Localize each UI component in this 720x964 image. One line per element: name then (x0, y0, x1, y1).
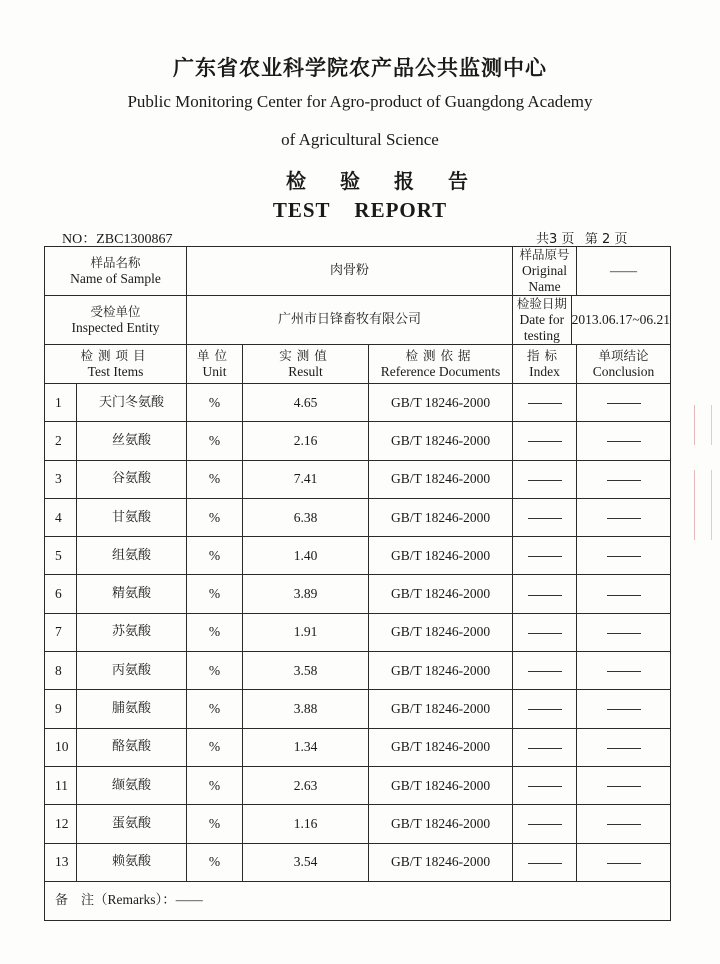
row-result: 1.91 (243, 613, 369, 651)
row-item: 蛋氨酸 (77, 805, 187, 843)
row-number: 13 (45, 843, 77, 881)
row-index (513, 805, 577, 843)
date-value: 2013.06.17~06.21 (571, 312, 671, 327)
remarks-label-cn: 备 注 (55, 893, 95, 909)
page-info (536, 228, 627, 248)
remarks-value: —— (175, 892, 203, 908)
row-item: 赖氨酸 (77, 843, 187, 881)
remarks-row (45, 881, 671, 920)
row-index (513, 422, 577, 460)
date-label: 检验日期 Date for testing (513, 296, 572, 344)
row-number: 2 (45, 422, 77, 460)
table-row (45, 766, 671, 804)
row-conclusion (577, 728, 671, 766)
row-result: 7.41 (243, 460, 369, 498)
table-row (45, 690, 671, 728)
row-conclusion (577, 766, 671, 804)
table-row (45, 575, 671, 613)
report-table (44, 246, 671, 921)
entity-value: 广州市日锋畜牧有限公司 (187, 296, 513, 345)
row-index (513, 652, 577, 690)
row-reference: GB/T 18246-2000 (369, 766, 513, 804)
row-conclusion (577, 384, 671, 422)
col-conclusion: 单项结论 Conclusion (577, 345, 671, 384)
row-index (513, 460, 577, 498)
table-row (45, 498, 671, 536)
sample-name-row (45, 247, 671, 296)
row-item: 天门冬氨酸 (77, 384, 187, 422)
row-reference: GB/T 18246-2000 (369, 843, 513, 881)
row-conclusion (577, 843, 671, 881)
table-row (45, 613, 671, 651)
entity-label: 受检单位 Inspected Entity (45, 296, 187, 345)
row-result: 4.65 (243, 384, 369, 422)
row-index (513, 498, 577, 536)
row-result: 1.34 (243, 728, 369, 766)
row-unit: % (187, 422, 243, 460)
row-unit: % (187, 460, 243, 498)
row-number: 6 (45, 575, 77, 613)
row-result: 2.63 (243, 766, 369, 804)
table-row (45, 728, 671, 766)
org-name-en-line2: of Agricultural Science (281, 130, 439, 149)
row-conclusion (577, 537, 671, 575)
date-cell (513, 296, 671, 345)
row-item: 甘氨酸 (77, 498, 187, 536)
row-number: 8 (45, 652, 77, 690)
row-number: 9 (45, 690, 77, 728)
row-item: 谷氨酸 (77, 460, 187, 498)
report-number: NO：ZBC1300867 (62, 232, 173, 247)
row-unit: % (187, 843, 243, 881)
row-item: 丝氨酸 (77, 422, 187, 460)
entity-row (45, 296, 671, 345)
report-title-en: TEST REPORT (272, 198, 448, 222)
row-unit: % (187, 652, 243, 690)
remarks (45, 881, 671, 920)
row-conclusion (577, 575, 671, 613)
table-row (45, 805, 671, 843)
row-unit: % (187, 766, 243, 804)
original-name-label: 样品原号 Original Name (513, 247, 577, 296)
row-result: 3.89 (243, 575, 369, 613)
row-number: 11 (45, 766, 77, 804)
row-item: 脯氨酸 (77, 690, 187, 728)
row-number: 7 (45, 613, 77, 651)
row-reference: GB/T 18246-2000 (369, 498, 513, 536)
row-unit: % (187, 575, 243, 613)
column-header-row (45, 345, 671, 384)
row-conclusion (577, 498, 671, 536)
org-name-cn: 广东省农业科学院农产品公共监测中心 (173, 56, 547, 80)
row-conclusion (577, 652, 671, 690)
row-item: 组氨酸 (77, 537, 187, 575)
row-reference: GB/T 18246-2000 (369, 422, 513, 460)
row-index (513, 537, 577, 575)
row-number: 1 (45, 384, 77, 422)
row-item: 丙氨酸 (77, 652, 187, 690)
row-number: 10 (45, 728, 77, 766)
row-result: 2.16 (243, 422, 369, 460)
row-unit: % (187, 537, 243, 575)
row-reference: GB/T 18246-2000 (369, 690, 513, 728)
row-result: 6.38 (243, 498, 369, 536)
table-row (45, 843, 671, 881)
remarks-label-en: （Remarks）： (94, 892, 176, 908)
row-conclusion (577, 805, 671, 843)
row-conclusion (577, 613, 671, 651)
sample-name-label: 样品名称 Name of Sample (45, 247, 187, 296)
row-item: 酪氨酸 (77, 728, 187, 766)
col-result: 实测值 Result (243, 345, 369, 384)
row-result: 3.58 (243, 652, 369, 690)
table-row (45, 460, 671, 498)
row-reference: GB/T 18246-2000 (369, 613, 513, 651)
row-unit: % (187, 384, 243, 422)
row-unit: % (187, 690, 243, 728)
row-index (513, 728, 577, 766)
margin-stamp-mark (694, 405, 712, 445)
row-index (513, 384, 577, 422)
row-reference: GB/T 18246-2000 (369, 805, 513, 843)
row-index (513, 575, 577, 613)
row-index (513, 843, 577, 881)
row-reference: GB/T 18246-2000 (369, 728, 513, 766)
row-reference: GB/T 18246-2000 (369, 460, 513, 498)
row-index (513, 766, 577, 804)
row-reference: GB/T 18246-2000 (369, 384, 513, 422)
col-test-items: 检测项目 Test Items (45, 345, 187, 384)
row-reference: GB/T 18246-2000 (369, 537, 513, 575)
sample-name-value: 肉骨粉 (187, 247, 513, 296)
table-row (45, 422, 671, 460)
row-conclusion (577, 690, 671, 728)
row-conclusion (577, 460, 671, 498)
table-row (45, 652, 671, 690)
original-name-value (577, 247, 671, 296)
row-number: 4 (45, 498, 77, 536)
report-title-cn: 检验报告 (286, 169, 502, 193)
page-total: 共3 页 (536, 232, 575, 247)
org-name-en-line1: Public Monitoring Center for Agro-product of Guangdong Academy (127, 92, 593, 111)
table-row (45, 537, 671, 575)
row-conclusion (577, 422, 671, 460)
original-name-text: —— (610, 263, 638, 278)
col-reference: 检测依据 Reference Documents (369, 345, 513, 384)
row-unit: % (187, 498, 243, 536)
row-index (513, 690, 577, 728)
page-current: 第 2 页 (584, 232, 628, 247)
row-index (513, 613, 577, 651)
row-unit: % (187, 805, 243, 843)
row-number: 5 (45, 537, 77, 575)
row-unit: % (187, 728, 243, 766)
row-result: 3.88 (243, 690, 369, 728)
col-unit: 单位 Unit (187, 345, 243, 384)
row-reference: GB/T 18246-2000 (369, 652, 513, 690)
row-number: 3 (45, 460, 77, 498)
row-reference: GB/T 18246-2000 (369, 575, 513, 613)
row-unit: % (187, 613, 243, 651)
row-item: 苏氨酸 (77, 613, 187, 651)
row-number: 12 (45, 805, 77, 843)
row-result: 1.16 (243, 805, 369, 843)
margin-stamp-mark (694, 470, 712, 540)
row-result: 3.54 (243, 843, 369, 881)
table-row (45, 384, 671, 422)
row-item: 精氨酸 (77, 575, 187, 613)
col-index: 指标 Index (513, 345, 577, 384)
row-result: 1.40 (243, 537, 369, 575)
row-item: 缬氨酸 (77, 766, 187, 804)
